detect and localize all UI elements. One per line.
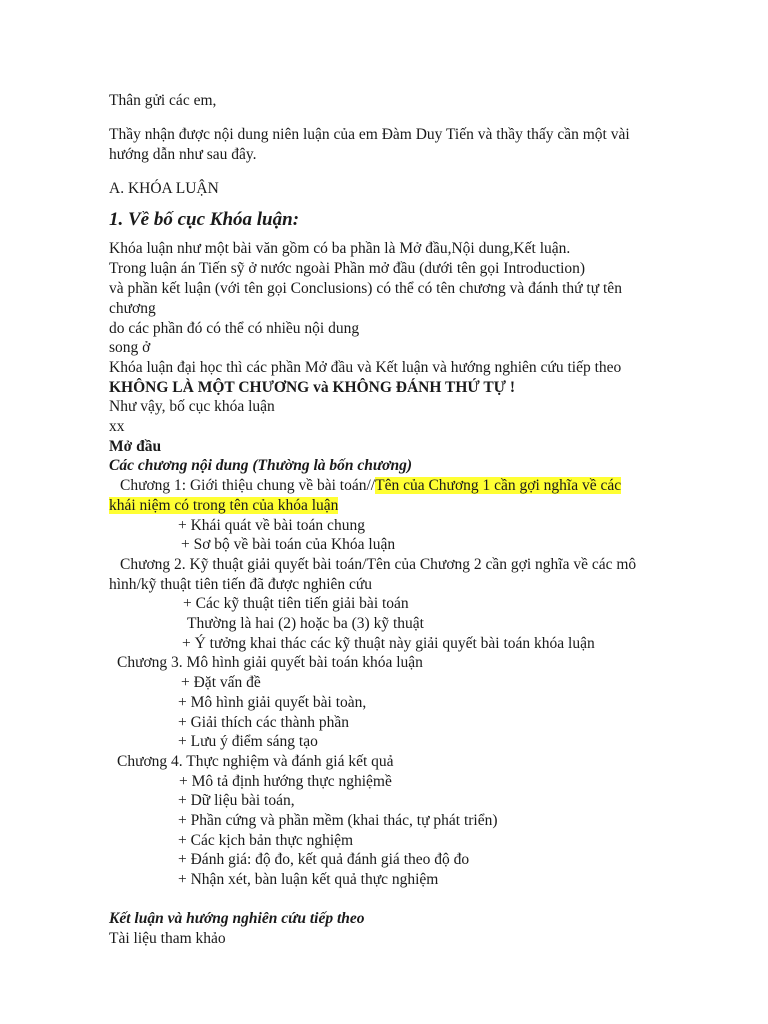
chapter-1-highlight-2: khái niệm có trong tên của khóa luận	[109, 497, 339, 514]
list-item: + Các kịch bản thực nghiệm	[178, 832, 354, 849]
list-item: + Đánh giá: độ đo, kết quả đánh giá theo độ đo	[178, 851, 470, 868]
greeting: Thân gửi các em,	[109, 92, 217, 109]
intro-line-2: hướng dẫn như sau đây.	[109, 146, 257, 163]
chapter-1-line-2	[109, 496, 338, 515]
conclusion-heading: Kết luận và hướng nghiên cứu tiếp theo	[109, 910, 365, 927]
chapter-1-line	[120, 476, 621, 495]
chapter-1-title: Chương 1: Giới thiệu chung về bài toán//	[120, 477, 376, 494]
list-item: Thường là hai (2) hoặc ba (3) kỹ thuật	[187, 615, 424, 632]
list-item: + Giải thích các thành phần	[178, 714, 349, 731]
chapters-heading: Các chương nội dung (Thường là bốn chương)	[109, 457, 413, 474]
list-item: + Mô tả định hướng thực nghiệmề	[179, 773, 392, 790]
intro-line-1: Thầy nhận được nội dung niên luận của em Đàm Duy Tiến và thầy thấy cần một vài	[109, 126, 630, 143]
chapter-2-line-2: hình/kỹ thuật tiên tiến đã được nghiên cứu	[109, 576, 373, 593]
heading-layout: 1. Về bố cục Khóa luận:	[109, 209, 300, 230]
list-item: + Nhận xét, bàn luận kết quả thực nghiệm	[178, 871, 439, 888]
list-item: + Phần cứng và phần mềm (khai thác, tự phát triển)	[178, 812, 498, 829]
list-item: + Ý tưởng khai thác các kỹ thuật này giải quyết bài toán khóa luận	[182, 635, 595, 652]
paragraph-line: do các phần đó có thể có nhiều nội dung	[109, 320, 360, 337]
list-item: + Lưu ý điểm sáng tạo	[178, 733, 318, 750]
paragraph-line: song ở	[109, 339, 151, 356]
list-item: + Sơ bộ về bài toán của Khóa luận	[181, 536, 396, 553]
list-item: + Đặt vấn đề	[181, 674, 261, 691]
paragraph-line: Khóa luận như một bài văn gồm có ba phần là Mở đầu,Nội dung,Kết luận.	[109, 240, 571, 257]
paragraph-line: Như vậy, bố cục khóa luận	[109, 398, 275, 415]
paragraph-line: xx	[109, 418, 125, 435]
list-item: + Các kỹ thuật tiên tiến giải bài toán	[183, 595, 409, 612]
paragraph-line: Trong luận án Tiến sỹ ở nước ngoài Phần mở đầu (dưới tên gọi Introduction)	[109, 260, 586, 277]
references-heading: Tài liệu tham khảo	[109, 930, 226, 947]
chapter-3-line: Chương 3. Mô hình giải quyết bài toán khóa luận	[117, 654, 423, 671]
chapter-4-line: Chương 4. Thực nghiệm và đánh giá kết quả	[117, 753, 394, 770]
list-item: + Mô hình giải quyết bài toàn,	[178, 694, 367, 711]
paragraph-line: và phần kết luận (với tên gọi Conclusions) có thể có tên chương và đánh thứ tự tên	[109, 280, 622, 297]
paragraph-line: chương	[109, 300, 156, 317]
list-item: + Dữ liệu bài toán,	[178, 792, 295, 809]
chapter-2-line: Chương 2. Kỹ thuật giải quyết bài toán/Tên của Chương 2 cần gợi nghĩa về các mô	[120, 556, 637, 573]
emphasis-line: KHÔNG LÀ MỘT CHƯƠNG và KHÔNG ĐÁNH THỨ TỰ !	[109, 379, 516, 396]
mo-dau-heading: Mở đầu	[109, 438, 162, 455]
paragraph-line: Khóa luận đại học thì các phần Mở đầu và Kết luận và hướng nghiên cứu tiếp theo	[109, 359, 622, 376]
chapter-1-highlight: Tên của Chương 1 cần gợi nghĩa về các	[375, 477, 622, 494]
list-item: + Khái quát về bài toán chung	[178, 517, 365, 534]
section-a-title: A. KHÓA LUẬN	[109, 180, 219, 197]
